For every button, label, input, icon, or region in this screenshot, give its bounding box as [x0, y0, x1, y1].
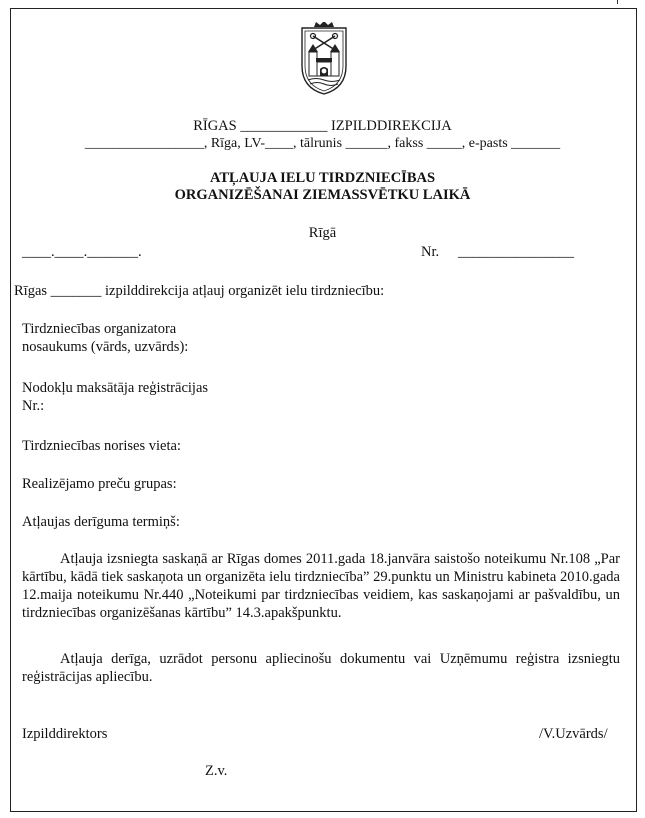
place: Rīgā: [308, 225, 337, 241]
venue-label: Tirdzniecības norises vieta:: [22, 438, 181, 454]
date-blank: ____.____._______.: [22, 244, 142, 260]
seal-place: Z.v.: [205, 763, 228, 779]
header-line1: RĪGAS ____________ IZPILDDIREKCIJA: [193, 118, 452, 134]
signature-name: /V.Uzvārds/: [539, 726, 608, 742]
signature-role: Izpilddirektors: [22, 726, 108, 742]
riga-coat-of-arms-icon: [296, 22, 352, 96]
intro-line: Rīgas _______ izpilddirekcija atļauj organizēt ielu tirdzniecību:: [14, 283, 385, 299]
title-line2: ORGANIZĒŠANAI ZIEMASSVĒTKU LAIKĀ: [174, 187, 471, 203]
header-line2: _________________, Rīga, LV-____, tālrunis ______, fakss _____, e-pasts _______: [84, 136, 561, 151]
organizer-label-2: nosaukums (vārds, uzvārds):: [22, 339, 189, 355]
validity-paragraph: [22, 650, 620, 686]
tax-label: Nodokļu maksātāja reģistrācijas: [22, 380, 209, 396]
validity-label: Atļaujas derīguma termiņš:: [22, 514, 180, 530]
goods-label: Realizējamo preču grupas:: [22, 476, 177, 492]
organizer-label: Tirdzniecības organizatora: [22, 321, 177, 337]
title-line1: ATĻAUJA IELU TIRDZNIECĪBAS: [209, 170, 436, 186]
validity-text: Atļauja derīga, uzrādot personu apliecinošu dokumentu vai Uzņēmumu reģistra izsniegtu reģistrācijas apliecību.: [22, 651, 620, 685]
number-blank: ________________: [458, 244, 574, 260]
legal-basis-text: Atļauja izsniegta saskaņā ar Rīgas domes 2011.gada 18.janvāra saistošo noteikumu Nr.108 „Par kārtību, kādā tiek saskaņota un organizēta ielu tirdzniecība” 29.punktu un Ministru kabineta 2010.gada 12.maija noteikumu Nr.440 „Noteikumi par tirdzniecības veidiem, kas saskaņojami ar pašvaldību, un tirdzniecības organizēšanas kārtību” 14.3.apakšpunktu.: [22, 551, 620, 621]
tax-label-2: Nr.:: [22, 398, 45, 414]
corner-mark: [617, 0, 621, 4]
number-label: Nr.: [421, 244, 440, 260]
legal-basis-paragraph: [22, 550, 620, 622]
